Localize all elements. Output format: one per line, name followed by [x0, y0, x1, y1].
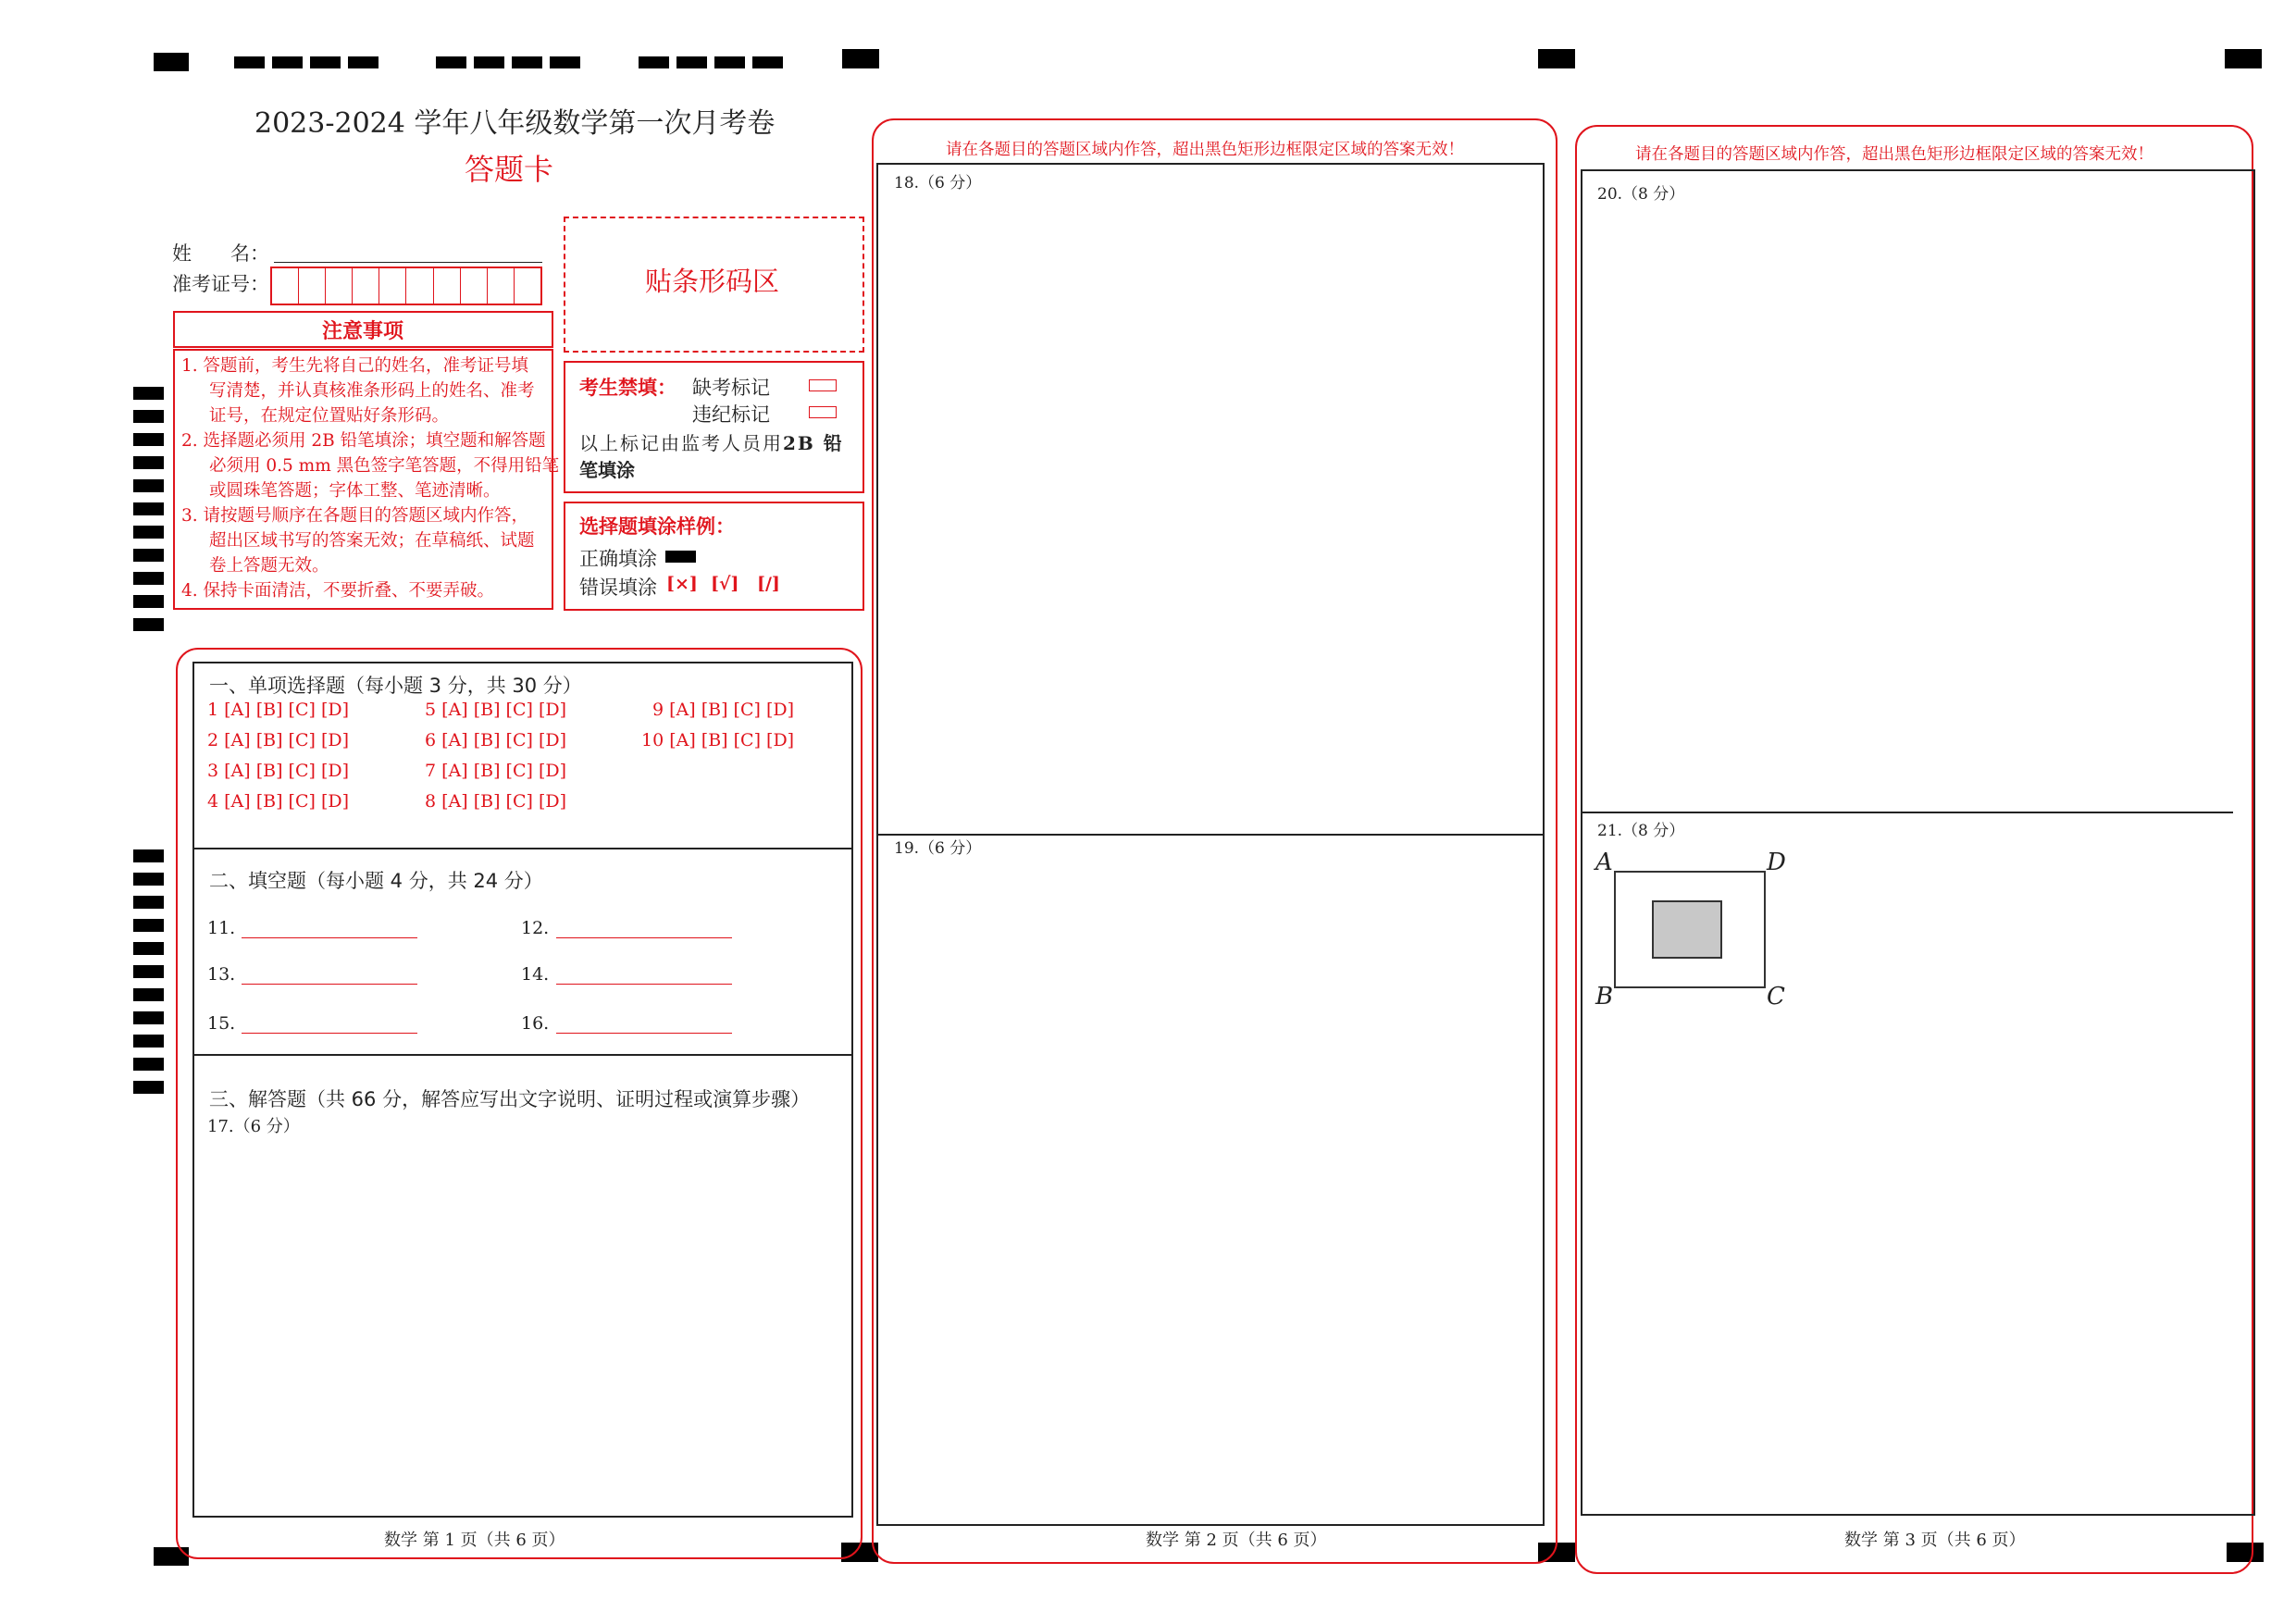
notice-line: 1. 答题前，考生先将自己的姓名，准考证号填: [181, 356, 529, 376]
vertex-label-c: C: [1767, 983, 1785, 1010]
violation-mark-box[interactable]: [809, 406, 837, 418]
q20-answer-area[interactable]: [1584, 202, 2251, 809]
absent-mark-box[interactable]: [809, 379, 837, 391]
page3-footer: 数学 第 3 页（共 6 页）: [1844, 1531, 2026, 1550]
side-mark: [133, 1011, 164, 1024]
side-mark: [133, 1058, 164, 1071]
page3-warning: 请在各题目的答题区域内作答，超出黑色矩形边框限定区域的答案无效！: [1635, 145, 2153, 164]
q21-answer-area[interactable]: [1584, 1018, 2251, 1513]
choice-q1[interactable]: 1 [A] [B] [C] [D]: [207, 700, 350, 720]
fill-q15-line[interactable]: [242, 1033, 417, 1034]
q21-label: 21.（8 分）: [1597, 822, 1685, 840]
notice-line: 4. 保持卡面清洁，不要折叠、不要弄破。: [181, 581, 495, 601]
wrong-mark-slash: [/]: [757, 574, 780, 594]
side-mark: [133, 873, 164, 886]
forbidden-title: 考生禁填：: [579, 377, 676, 399]
choice-q4[interactable]: 4 [A] [B] [C] [D]: [207, 791, 350, 812]
notice-line: 超出区域书写的答案无效；在草稿纸、试题: [209, 531, 535, 551]
timing-mark: [842, 49, 879, 68]
page1-footer: 数学 第 1 页（共 6 页）: [384, 1531, 565, 1550]
section-divider: [192, 1054, 853, 1056]
exam-title: 2023-2024 学年八年级数学第一次月考卷: [254, 107, 776, 140]
fill-q14-line[interactable]: [556, 984, 732, 985]
fill-q11-label: 11.: [207, 918, 236, 938]
answer-card-title: 答题卡: [465, 152, 554, 187]
violation-label: 违纪标记: [692, 403, 770, 426]
side-mark: [133, 942, 164, 955]
q18-answer-area[interactable]: [879, 190, 1542, 832]
notice-line: 写清楚，并认真核准条形码上的姓名、准考: [209, 381, 535, 401]
choice-q2[interactable]: 2 [A] [B] [C] [D]: [207, 730, 350, 750]
exam-id-grid[interactable]: [270, 267, 542, 305]
notice-line: 2. 选择题必须用 2B 铅笔填涂；填空题和解答题: [181, 431, 546, 451]
fill-q14-label: 14.: [521, 964, 550, 985]
timing-mark: [234, 56, 265, 68]
absent-label: 缺考标记: [692, 377, 770, 399]
timing-mark: [512, 56, 542, 68]
section-divider: [192, 848, 853, 849]
timing-mark: [272, 56, 303, 68]
side-mark: [133, 896, 164, 909]
side-mark: [133, 526, 164, 539]
notice-line: 必须用 0.5 mm 黑色签字笔答题，不得用铅笔: [209, 456, 560, 476]
side-mark: [133, 919, 164, 932]
notice-title: 注意事项: [322, 320, 404, 343]
timing-mark: [676, 56, 707, 68]
notice-line: 证号，在规定位置贴好条形码。: [209, 406, 450, 426]
side-mark: [133, 1081, 164, 1094]
q21-figure: [1592, 847, 1795, 1013]
side-mark: [133, 572, 164, 585]
wrong-fill-label: 错误填涂: [579, 576, 657, 599]
side-mark: [133, 595, 164, 608]
choice-q6[interactable]: 6 [A] [B] [C] [D]: [425, 730, 567, 750]
side-mark: [133, 549, 164, 562]
vertex-label-d: D: [1767, 849, 1786, 876]
choice-q9[interactable]: 9 [A] [B] [C] [D]: [652, 700, 795, 720]
timing-mark: [752, 56, 783, 68]
side-mark: [133, 1035, 164, 1048]
forbidden-note-2: 笔填涂: [579, 459, 635, 481]
name-label: 姓 名：: [172, 242, 269, 265]
choice-q8[interactable]: 8 [A] [B] [C] [D]: [425, 791, 567, 812]
section2-title: 二、填空题（每小题 4 分，共 24 分）: [209, 870, 543, 892]
timing-mark: [550, 56, 580, 68]
choice-q3[interactable]: 3 [A] [B] [C] [D]: [207, 761, 350, 781]
timing-mark: [1538, 49, 1575, 68]
q20-label: 20.（8 分）: [1597, 185, 1685, 204]
section3-title: 三、解答题（共 66 分，解答应写出文字说明、证明过程或演算步骤）: [209, 1088, 811, 1110]
question-divider: [1581, 812, 2233, 813]
timing-mark: [310, 56, 341, 68]
sample-title: 选择题填涂样例：: [579, 515, 735, 538]
fill-q15-label: 15.: [207, 1013, 236, 1034]
side-mark: [133, 410, 164, 423]
fill-q11-line[interactable]: [242, 937, 417, 938]
vertex-label-a: A: [1595, 849, 1613, 876]
choice-q10[interactable]: 10 [A] [B] [C] [D]: [641, 730, 795, 750]
side-mark: [133, 988, 164, 1001]
side-mark: [133, 849, 164, 862]
q17-label: 17.（6 分）: [207, 1117, 300, 1136]
forbidden-note: 以上标记由监考人员用2B 铅: [579, 432, 844, 454]
side-mark: [133, 479, 164, 492]
side-mark: [133, 456, 164, 469]
timing-mark: [639, 56, 669, 68]
notice-line: 或圆珠笔答题；字体工整、笔迹清晰。: [209, 481, 501, 501]
name-field[interactable]: [274, 262, 542, 263]
fill-q13-label: 13.: [207, 964, 236, 985]
page2-warning: 请在各题目的答题区域内作答，超出黑色矩形边框限定区域的答案无效！: [946, 141, 1464, 159]
fill-q12-label: 12.: [521, 918, 550, 938]
timing-mark: [714, 56, 745, 68]
timing-mark: [474, 56, 504, 68]
square-diagram: [1592, 847, 1795, 1013]
page2-footer: 数学 第 2 页（共 6 页）: [1146, 1531, 1327, 1550]
fill-q16-label: 16.: [521, 1013, 550, 1034]
notice-line: 卷上答题无效。: [209, 556, 329, 576]
side-mark: [133, 618, 164, 631]
side-mark: [133, 387, 164, 400]
side-mark: [133, 965, 164, 978]
timing-mark: [436, 56, 466, 68]
q19-label: 19.（6 分）: [894, 839, 982, 858]
side-mark: [133, 433, 164, 446]
timing-mark: [2225, 49, 2262, 68]
timing-mark: [154, 53, 189, 71]
section1-title: 一、单项选择题（每小题 3 分，共 30 分）: [209, 675, 582, 697]
barcode-label: 贴条形码区: [645, 266, 780, 297]
side-mark: [133, 502, 164, 515]
notice-line: 3. 请按题号顺序在各题目的答题区域内作答，: [181, 506, 529, 526]
fill-q12-line[interactable]: [556, 937, 732, 938]
choice-q5[interactable]: 5 [A] [B] [C] [D]: [425, 700, 567, 720]
vertex-label-b: B: [1595, 983, 1614, 1010]
q17-answer-area[interactable]: [194, 1138, 851, 1516]
fill-q13-line[interactable]: [242, 984, 417, 985]
wrong-mark-x: [×]: [666, 574, 698, 594]
correct-fill-sample: [665, 551, 696, 563]
q18-label: 18.（6 分）: [894, 174, 982, 192]
wrong-mark-check: [√]: [711, 574, 739, 594]
choice-q7[interactable]: 7 [A] [B] [C] [D]: [425, 761, 567, 781]
timing-mark: [348, 56, 379, 68]
q19-answer-area[interactable]: [879, 856, 1542, 1522]
exam-id-label: 准考证号：: [172, 273, 269, 295]
correct-fill-label: 正确填涂: [579, 548, 657, 570]
fill-q16-line[interactable]: [556, 1033, 732, 1034]
